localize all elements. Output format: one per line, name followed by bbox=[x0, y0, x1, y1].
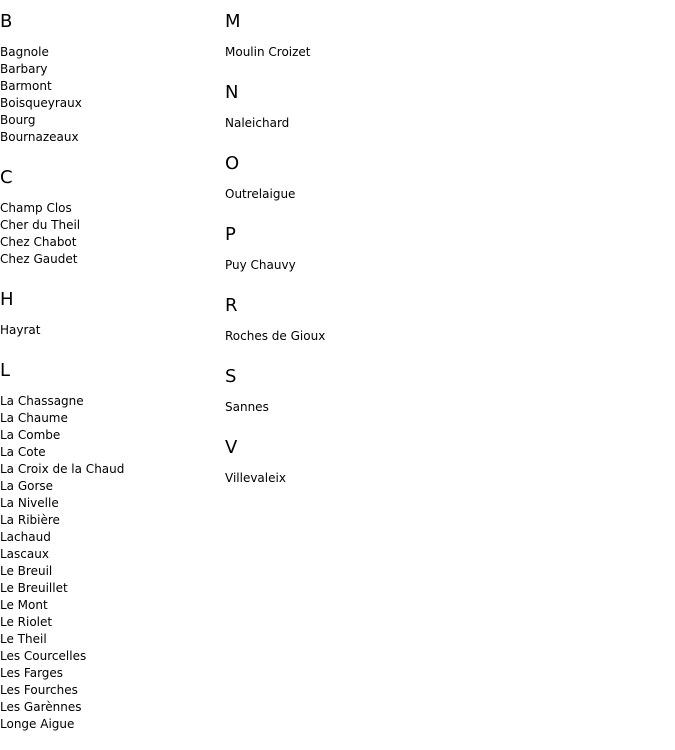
section-m bbox=[225, 12, 675, 61]
place-link[interactable]: Barmont bbox=[0, 79, 52, 93]
letter-heading: B bbox=[0, 11, 13, 32]
place-list bbox=[0, 322, 225, 339]
place-link[interactable]: Le Breuil bbox=[0, 564, 53, 578]
letter-heading: P bbox=[225, 224, 236, 245]
letter-heading: L bbox=[0, 360, 11, 381]
place-link[interactable]: La Cote bbox=[0, 445, 46, 459]
index-column-right bbox=[225, 0, 675, 509]
place-link[interactable]: Bournazeaux bbox=[0, 130, 79, 144]
place-link[interactable]: Bagnole bbox=[0, 45, 49, 59]
place-list bbox=[0, 200, 225, 268]
section-n bbox=[225, 83, 675, 132]
place-list bbox=[225, 44, 675, 61]
place-link[interactable]: Les Farges bbox=[0, 666, 64, 680]
section-l bbox=[0, 361, 225, 733]
section-h bbox=[0, 290, 225, 339]
place-link[interactable]: Lachaud bbox=[0, 530, 51, 544]
section-b bbox=[0, 12, 225, 146]
place-link[interactable]: Boisqueyraux bbox=[0, 96, 82, 110]
place-link[interactable]: La Chaume bbox=[0, 411, 68, 425]
place-link[interactable]: Le Breuillet bbox=[0, 581, 68, 595]
place-link[interactable]: Les Fourches bbox=[0, 683, 78, 697]
letter-heading: C bbox=[0, 167, 13, 188]
section-v bbox=[225, 438, 675, 487]
letter-heading: H bbox=[0, 289, 14, 310]
section-p bbox=[225, 225, 675, 274]
place-link[interactable]: La Nivelle bbox=[0, 496, 59, 510]
place-link[interactable]: Puy Chauvy bbox=[225, 258, 296, 272]
index-column-left bbox=[0, 0, 225, 750]
place-link[interactable]: Naleichard bbox=[225, 116, 290, 130]
place-list bbox=[225, 257, 675, 274]
place-link[interactable]: Moulin Croizet bbox=[225, 45, 311, 59]
section-s bbox=[225, 367, 675, 416]
place-link[interactable]: Le Riolet bbox=[0, 615, 53, 629]
place-link[interactable]: Le Mont bbox=[0, 598, 48, 612]
place-link[interactable]: La Combe bbox=[0, 428, 61, 442]
place-list bbox=[225, 470, 675, 487]
place-link[interactable]: Chez Chabot bbox=[0, 235, 77, 249]
place-link[interactable]: La Gorse bbox=[0, 479, 54, 493]
place-list bbox=[225, 328, 675, 345]
place-link[interactable]: Roches de Gioux bbox=[225, 329, 326, 343]
place-list bbox=[225, 399, 675, 416]
section-c bbox=[0, 168, 225, 268]
place-link[interactable]: Longe Aigue bbox=[0, 717, 75, 731]
letter-heading: M bbox=[225, 11, 241, 32]
place-link[interactable]: Hayrat bbox=[0, 323, 41, 337]
letter-heading: O bbox=[225, 153, 240, 174]
place-link[interactable]: Bourg bbox=[0, 113, 36, 127]
letter-heading: R bbox=[225, 295, 238, 316]
place-list bbox=[0, 393, 225, 733]
place-link[interactable]: Sannes bbox=[225, 400, 269, 414]
place-link[interactable]: Barbary bbox=[0, 62, 48, 76]
place-link[interactable]: La Croix de la Chaud bbox=[0, 462, 125, 476]
place-link[interactable]: Les Courcelles bbox=[0, 649, 87, 663]
place-link[interactable]: Le Theil bbox=[0, 632, 47, 646]
place-link[interactable]: Lascaux bbox=[0, 547, 49, 561]
place-list bbox=[225, 115, 675, 132]
section-o bbox=[225, 154, 675, 203]
place-link[interactable]: Cher du Theil bbox=[0, 218, 81, 232]
place-link[interactable]: Villevaleix bbox=[225, 471, 286, 485]
place-link[interactable]: La Chassagne bbox=[0, 394, 84, 408]
letter-heading: N bbox=[225, 82, 239, 103]
place-link[interactable]: La Ribière bbox=[0, 513, 60, 527]
place-list bbox=[225, 186, 675, 203]
letter-heading: S bbox=[225, 366, 237, 387]
place-link[interactable]: Chez Gaudet bbox=[0, 252, 78, 266]
place-link[interactable]: Les Garènnes bbox=[0, 700, 82, 714]
letter-heading: V bbox=[225, 437, 238, 458]
place-link[interactable]: Outrelaigue bbox=[225, 187, 296, 201]
section-r bbox=[225, 296, 675, 345]
place-list bbox=[0, 44, 225, 146]
place-link[interactable]: Champ Clos bbox=[0, 201, 72, 215]
